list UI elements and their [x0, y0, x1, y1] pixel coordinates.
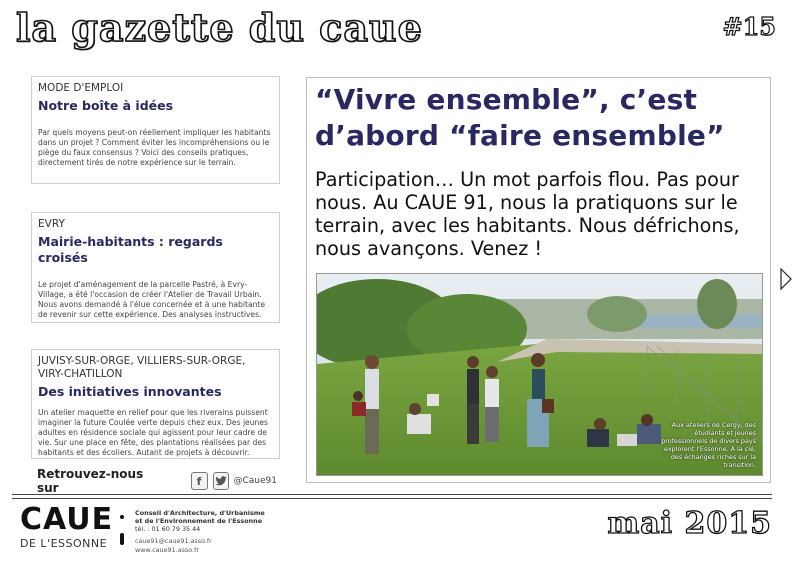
twitter-icon[interactable] [213, 472, 230, 490]
org-name-line1: Conseil d'Architecture, d'Urbanisme [135, 509, 265, 517]
next-page-arrow-icon[interactable] [780, 268, 792, 294]
card-headline[interactable]: Des initiatives innovantes [38, 384, 222, 399]
logo-brand: CAUE [20, 502, 114, 537]
feature-photo [316, 273, 763, 476]
card-headline[interactable]: Mairie-habitants : regards croisés [38, 234, 223, 265]
card-kicker: EVRY [38, 218, 65, 230]
article-card-mode-emploi[interactable] [31, 76, 280, 184]
feature-lede: Participation… Un mot parfois flou. Pas pour nous. Au CAUE 91, nous la pratiquons sur le terrain, avec les habitants. Nous défrichons, nous avançons. Venez ! [315, 168, 740, 260]
issue-date: mai 2015 [607, 506, 772, 541]
card-body: Un atelier maquette en relief pour que les riverains puissent imaginer la future Coulée verte depuis chez eux. Des jeunes adultes en résidence sociale qui agissent pour leur cadre de vie. Sur une place en fête, des plantations réalisées par des habitants et des écoliers. Autant de projets à découvrir. [38, 408, 268, 457]
photo-caption: Aux ateliers de Cergy, des étudiants et jeunes professionnels de divers pays explorent l'Essonne. À la clé, des échanges riches sur la transition. [661, 421, 756, 469]
footer-divider [12, 494, 772, 495]
logo-subtitle: DE L'ESSONNE [20, 537, 108, 550]
feature-article [306, 77, 771, 483]
card-kicker: MODE D'EMPLOI [38, 82, 124, 94]
email-link[interactable]: caue91@caue91.asso.fr [135, 537, 212, 545]
phone: tél. : 01 60 79 35 44 [135, 525, 201, 533]
footer-divider [12, 498, 772, 499]
logo-dot-icon [120, 515, 124, 519]
card-kicker: JUVISY-SUR-ORGE, VILLIERS-SUR-ORGE, VIRY-CHATILLON [38, 355, 246, 380]
social-label: Retrouvez-nous sur [37, 467, 144, 495]
feature-title[interactable]: “Vivre ensemble”, c’est d’abord “faire ensemble” [315, 83, 725, 152]
card-body: Par quels moyens peut-on réellement impliquer les habitants dans un projet ? Comment éviter les incompréhensions ou le piège du faux consensus ? Voici des conseils pratiques, directement tirés de notre expérience sur le terrain. [38, 128, 271, 167]
logo-bar-icon [120, 533, 124, 545]
card-body: Le projet d'aménagement de la parcelle Pastré, à Evry-Village, a été l'occasion de créer l'Atelier de Travail Urbain. Nous avons demandé à l'élue concernée et à une habitante de revenir sur cette expérience. Des analyses instructives. [38, 280, 266, 319]
article-card-evry[interactable] [31, 212, 280, 323]
facebook-icon[interactable]: f [191, 472, 208, 490]
website-link[interactable]: www.caue91.asso.fr [135, 546, 199, 554]
issue-number: #15 [722, 12, 776, 41]
caue-logo[interactable] [20, 502, 114, 550]
article-card-juvisy[interactable] [31, 349, 280, 459]
contact-block [135, 509, 305, 554]
social-links [37, 467, 277, 495]
masthead-title: la gazette du caue [16, 5, 423, 50]
org-name-line2: et de l'Environnement de l'Essonne [135, 517, 263, 525]
social-handle[interactable]: @Caue91 [233, 476, 277, 486]
card-headline[interactable]: Notre boîte à idées [38, 98, 174, 113]
